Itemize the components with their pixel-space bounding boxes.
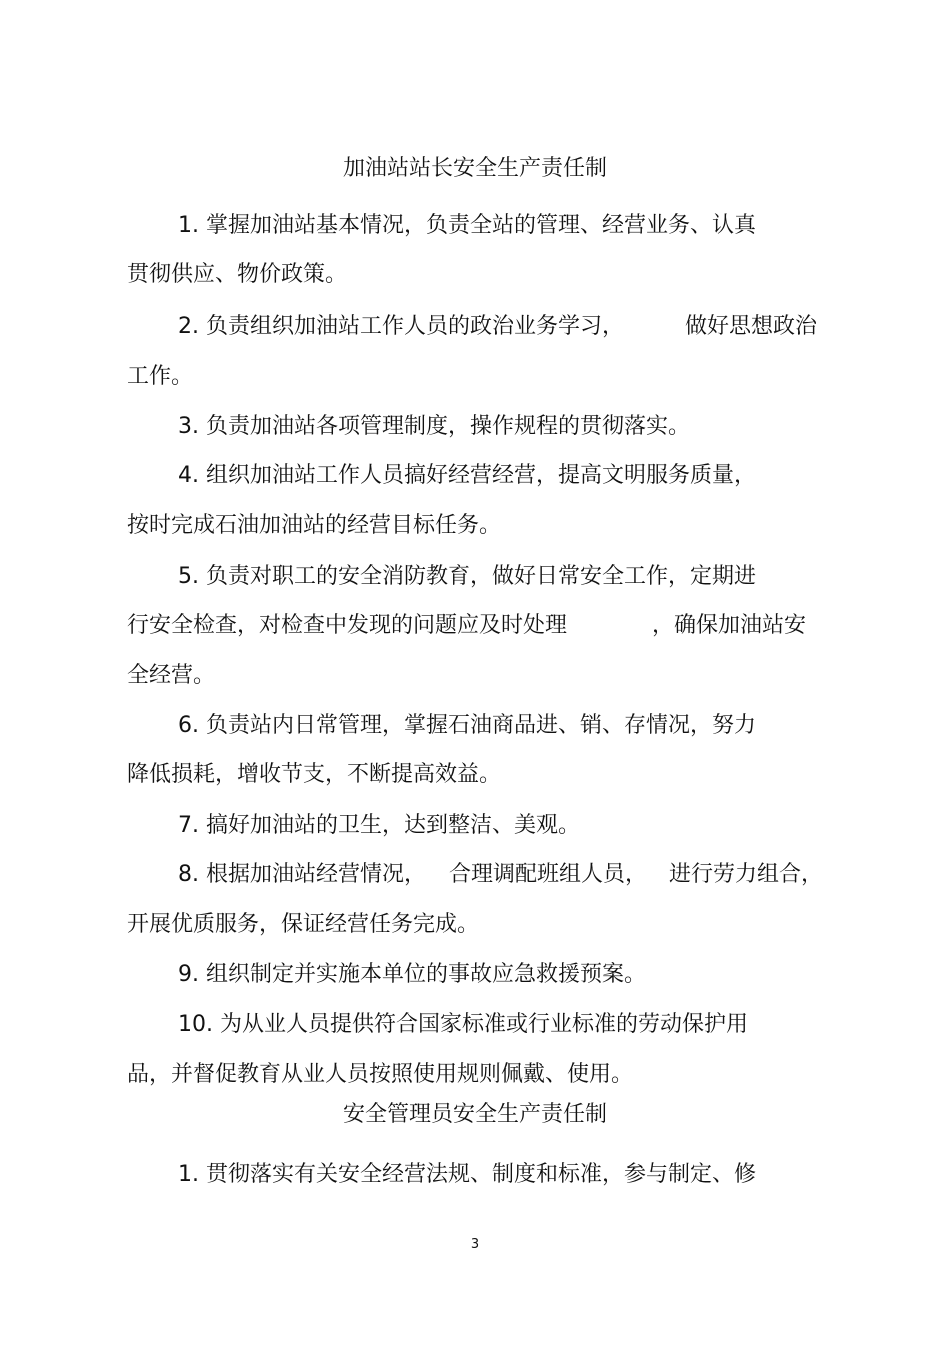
item-5-line-2b: ，确保加油站安 xyxy=(652,613,807,638)
item-6-line-1: 6. 负责站内日常管理，掌握石油商品进、销、存情况，努力 xyxy=(178,713,756,738)
section2-item-1-line-1: 1. 贯彻落实有关安全经营法规、制度和标准，参与制定、修 xyxy=(178,1162,756,1187)
item-7-line-1: 7. 搞好加油站的卫生，达到整洁、美观。 xyxy=(178,813,580,838)
item-4-line-2: 按时完成石油加油站的经营目标任务。 xyxy=(127,513,502,538)
item-1-line-2: 贯彻供应、物价政策。 xyxy=(127,262,348,287)
item-2-line-2: 工作。 xyxy=(127,364,194,389)
item-8-line-1b: 合理调配班组人员， xyxy=(449,862,648,887)
item-5-line-2a: 行安全检查，对检查中发现的问题应及时处理 xyxy=(127,613,568,638)
item-2-line-1a: 2. 负责组织加油站工作人员的政治业务学习， xyxy=(178,314,624,339)
item-6-line-2: 降低损耗，增收节支，不断提高效益。 xyxy=(127,762,502,787)
item-3-line-1: 3. 负责加油站各项管理制度，操作规程的贯彻落实。 xyxy=(178,414,690,439)
item-9-line-1: 9. 组织制定并实施本单位的事故应急救援预案。 xyxy=(178,962,646,987)
item-5-line-3: 全经营。 xyxy=(127,663,216,688)
section-title-safety-officer: 安全管理员安全生产责任制 xyxy=(342,1102,607,1127)
item-5-line-1: 5. 负责对职工的安全消防教育，做好日常安全工作，定期进 xyxy=(178,564,756,589)
item-4-line-1: 4. 组织加油站工作人员搞好经营经营，提高文明服务质量， xyxy=(178,463,756,488)
item-8-line-1c: 进行劳力组合， xyxy=(669,862,824,887)
page-number: 3 xyxy=(470,1237,480,1252)
item-10-line-2: 品，并督促教育从业人员按照使用规则佩戴、使用。 xyxy=(127,1062,634,1087)
item-2-line-1b: 做好思想政治 xyxy=(685,314,818,339)
section-title-station-manager: 加油站站长安全生产责任制 xyxy=(342,156,607,181)
item-8-line-1a: 8. 根据加油站经营情况， xyxy=(178,862,426,887)
item-10-line-1: 10. 为从业人员提供符合国家标准或行业标准的劳动保护用 xyxy=(178,1012,748,1037)
item-1-line-1: 1. 掌握加油站基本情况，负责全站的管理、经营业务、认真 xyxy=(178,213,756,238)
item-8-line-2: 开展优质服务，保证经营任务完成。 xyxy=(127,912,480,937)
